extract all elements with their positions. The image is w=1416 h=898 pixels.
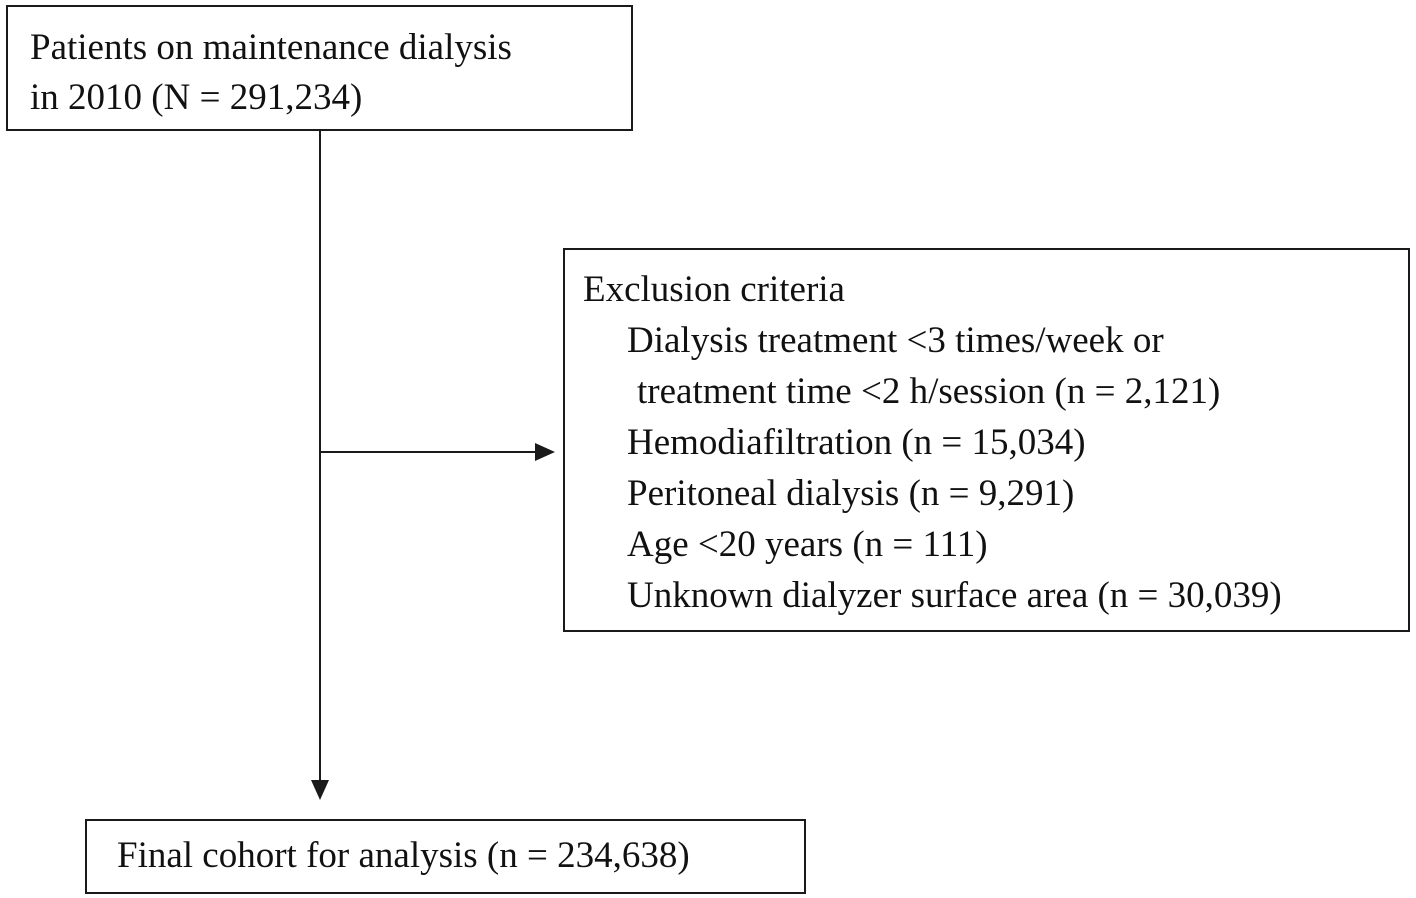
exclusion-item-dialysis-frequency-cont: treatment time <2 h/session (n = 2,121) [637, 371, 1221, 412]
final-cohort-box [85, 819, 806, 894]
source-population-box [6, 5, 633, 131]
exclusion-item-age: Age <20 years (n = 111) [627, 524, 988, 565]
exclusion-item-hemodiafiltration: Hemodiafiltration (n = 15,034) [627, 422, 1086, 463]
exclusion-criteria-box [563, 248, 1410, 632]
main-flow-arrowhead [311, 780, 329, 800]
source-population-line-1: Patients on maintenance dialysis [30, 27, 512, 68]
final-cohort-label: Final cohort for analysis (n = 234,638) [117, 835, 690, 876]
exclusion-criteria-heading: Exclusion criteria [583, 269, 845, 310]
exclusion-item-peritoneal-dialysis: Peritoneal dialysis (n = 9,291) [627, 473, 1075, 514]
exclusion-item-unknown-surface-area: Unknown dialyzer surface area (n = 30,039) [627, 575, 1282, 616]
source-population-line-2: in 2010 (N = 291,234) [30, 77, 363, 118]
exclusion-item-dialysis-frequency: Dialysis treatment <3 times/week or [627, 320, 1164, 361]
exclusion-branch-arrowhead [535, 443, 555, 461]
